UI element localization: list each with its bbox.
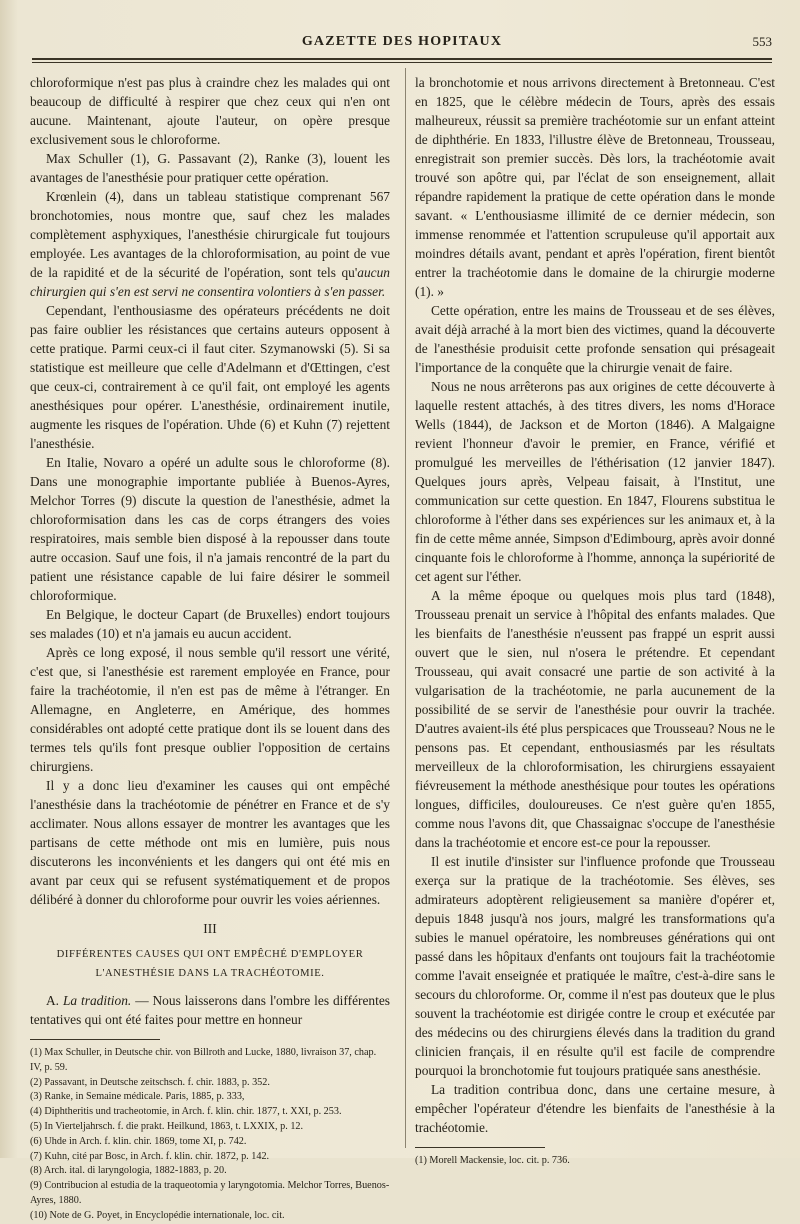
paragraph: Cependant, l'enthousiasme des opérateurs précédents ne doit pas faire oublier les résistances que certains auteurs opposent à cette pratique. Parmi ceux-ci il faut citer. Szymanowski (5). Si sa statistique est meilleure que celle d'Adelmann et d'Œttingen, c'est que ceux-ci, contrairement à ce qu'il fait, ont employé les agents anesthésiques pour opérer. L'anesthésie, ordinairement inutile, augmente les risques de l'opération. Uhde (6) et Kuhn (7) rejettent l'anesthésie. (30, 303, 390, 451)
footnote: (3) Ranke, in Semaine médicale. Paris, 1885, p. 333, (30, 1091, 245, 1103)
section-title: DIFFÉRENTES CAUSES QUI ONT EMPÊCHÉ D'EMPLOYER L'ANESTHÉSIE DANS LA TRACHÉOTOMIE. (56, 949, 364, 979)
binding-edge (2, 60, 12, 1100)
paragraph: chloroformique n'est pas plus à craindre chez les malades qui ont beaucoup de difficulté à respirer que chez ceux qui n'en ont aucune. Maintenant, ajoute l'auteur, on opère presque exclusivement sous le chloroforme. (30, 75, 390, 147)
footnote-rule (30, 1039, 160, 1040)
footnotes-right (415, 1154, 775, 1169)
left-column (30, 73, 390, 1221)
paragraph: La tradition contribua donc, dans une certaine mesure, à empêcher l'opérateur d'étendre les bienfaits de l'anesthésie à la trachéotomie. (415, 1082, 775, 1135)
paragraph-text: Krœnlein (4), dans un tableau statistique comprenant 567 bronchotomies, nous montre que, sauf chez les malades complètement asphyxiques, l'anesthésie chirurgicale fut toujours employée. Les avantages de la chloroformisation, au point de vue de la rapidité et de la sécurité de l'opération, sont tels qu' (30, 189, 390, 280)
section-number: III (203, 921, 217, 936)
footnote: (10) Note de G. Poyet, in Encyclopédie internationale, loc. cit. (30, 1209, 285, 1221)
subsection-paragraph (30, 991, 390, 1029)
footnotes-left (30, 1046, 390, 1224)
paragraph: la bronchotomie et nous arrivons directement à Bretonneau. C'est en 1825, que le célèbre médecin de Tours, après des essais malheureux, réussit sa première trachéotomie sur un enfant atteint de diphthérie. En 1833, l'illustre élève de Bretonneau, Trousseau, enregistrait son premier succès. Dès lors, la trachéotomie avait trouvé son apôtre qui, par l'éclat de son enseignement, allait répandre rapidement la pratique de cette opération dans le monde savant. « L'enthousiasme illimité de ce dernier médecin, son immense renommée et l'attention scrupuleuse qu'il apportait aux moindres détails avant, pendant et après l'opération, firent bientôt entrer la trachéotomie dans le domaine de la chirurgie moderne (1). » (415, 75, 775, 299)
right-column (415, 73, 775, 1166)
journal-title: GAZETTE DES HOPITAUX (301, 34, 503, 49)
subsection-label: A. (46, 993, 60, 1008)
footnote: (8) Arch. ital. di laryngologia, 1882-1883, p. 20. (30, 1165, 227, 1177)
paragraph: Il y a donc lieu d'examiner les causes qui ont empêché l'anesthésie dans la trachéotomie de pénétrer en France et de s'y acclimater. Nous allons essayer de montrer les avantages que les partisans de cette méthode ont mis en lumière, puis nous discuterons les inconvénients et les dangers qui ont été mis en avant par ceux qui se refusent systématiquement et de propos délibéré à donner du chloroforme pour ouvrir les voies aériennes. (30, 778, 390, 907)
footnote: (6) Uhde in Arch. f. klin. chir. 1869, tome XI, p. 742. (30, 1135, 247, 1147)
footnote: (7) Kuhn, cité par Bosc, in Arch. f. klin. chir. 1872, p. 142. (30, 1150, 270, 1162)
paragraph: Après ce long exposé, il nous semble qu'il ressort une vérité, c'est que, si l'anesthésie est rarement employée en France, pour faire la trachéotomie, il n'en est pas de même à l'étranger. En Allemagne, en Angleterre, en Amérique, des hommes considérables ont adopté cette pratique dont ils se louent dans des termes tels qu'ils font presque oublier l'opposition de certains chirurgiens. (30, 645, 390, 774)
footnote: (4) Diphtheritis und tracheotomie, in Arch. f. klin. chir. 1877, t. XXI, p. 253. (30, 1106, 342, 1118)
footnote: (2) Passavant, in Deutsche zeitschsch. f. chir. 1883, p. 352. (30, 1076, 270, 1088)
paragraph: Cette opération, entre les mains de Trousseau et de ses élèves, avait déjà arraché à la mort bien des victimes, quand la découverte de l'anesthésie produisit cette profonde sensation qui présageait l'importance de la conquête que la chirurgie venait de faire. (415, 303, 775, 375)
italic-quote: aucun chirurgien qui s'en est servi ne consentira volontiers à s'en passer. (30, 265, 390, 299)
running-header (32, 32, 772, 56)
footnote-rule (415, 1147, 545, 1148)
paragraph: Max Schuller (1), G. Passavant (2), Ranke (3), louent les avantages de l'anesthésie pour pratiquer cette opération. (30, 151, 390, 185)
column-divider (405, 68, 406, 1148)
subsection-text: — Nous laisserons dans l'ombre les différentes tentatives qui ont été faites pour mettre en honneur (30, 993, 390, 1027)
paragraph: En Belgique, le docteur Capart (de Bruxelles) endort toujours ses malades (10) et n'a jamais eu aucun accident. (30, 607, 390, 641)
paragraph (30, 187, 390, 301)
paragraph: En Italie, Novaro a opéré un adulte sous le chloroforme (8). Dans une monographie importante publiée à Buenos-Ayres, Melchor Torres (9) discute la question de l'anesthésie, admet la chloroformisation dans les cas de corps étrangers des voies respiratoires, mais semble bien disposé à la repousser dans toute autre occasion. Sauf une fois, il n'a jamais rencontré de la part du patient une résistance capable de lui faire désirer le sommeil chloroformique. (30, 455, 390, 603)
subsection-title: La tradition. (62, 993, 132, 1008)
paragraph: Il est inutile d'insister sur l'influence profonde que Trousseau exerça sur la pratique de la trachéotomie. Ses élèves, ses admirateurs adoptèrent religieusement sa manière d'opérer et, depuis 1848 jusqu'à nos jours, malgré les transformations qu'a subies le manuel opératoire, les nombreuses générations qui ont passé dans les hôpitaux d'enfants ont toujours fait la trachéotomie comme l'avait enseignée et pratiquée le maître, c'est-à-dire sans le secours du chloroforme. Or, comme il n'est pas douteux que le plus souvent la trachéotomie est dirigée contre le croup et exécutée par des médecins ou des chirurgiens élevés dans la tradition du grand clinicien français, il en résulte qu'il est facile de comprendre pourquoi la bronchotomie fut toujours pratiquée sans anesthésie. (415, 854, 775, 1078)
footnote: (1) Morell Mackensie, loc. cit. p. 736. (415, 1155, 570, 1166)
paragraph: A la même époque ou quelques mois plus tard (1848), Trousseau prenait un service à l'hôpital des enfants malades. Que les bienfaits de l'anesthésie n'eussent pas frappé un esprit aussi ouvert que le sien, nul n'osera le prétendre. Et cependant Trousseau, qui avait consacré une partie de son activité à la vulgarisation de la trachéotomie, ne parla aucunement de la possibilité de se servir de l'anesthésie pour ouvrir la trachée. D'autres avaient-ils été plus perspicaces que Trousseau? Nous ne le pensons pas. Et cependant, enthousiasmés par les résultats merveilleux de la chloroformisation, les chirurgiens essayaient fiévreusement la méthode anesthésique pour toutes les opérations longues, difficiles, douloureuses. Ce n'est guère qu'en 1855, comme nous l'avons dit, que Chassaignac s'occupe de l'anesthésie dans la trachéotomie et encore est-ce pour la repousser. (415, 588, 775, 850)
page-number: 553 (752, 34, 772, 49)
header-rule-thin (32, 62, 772, 63)
paragraph: Nous ne nous arrêterons pas aux origines de cette découverte à laquelle restent attachés, à des titres divers, les noms d'Horace Wells (1844), de Jackson et de Morton (1846). A Malgaigne revient l'honneur d'avoir le premier, en France, vérifié et promulgué les merveilles de l'éthérisation (12 janvier 1847). Quelques jours après, Velpeau faisait, à l'Institut, une communication sur cette question. En 1847, Flourens substitua le chloroforme à l'éther dans ses expériences sur les animaux et, à la fin de cette même année, Simpson d'Edimbourg, après avoir donné cinquante fois le chloroforme à l'homme, annonça la supériorité de cet agent sur l'éther. (415, 379, 775, 584)
footnote: (5) In Vierteljahrsch. f. die prakt. Heilkund, 1863, t. LXXIX, p. 12. (30, 1120, 304, 1132)
header-rule (32, 58, 772, 60)
footnote: (9) Contribucion al estudia de la traqueotomia y laryngotomia. Melchor Torres, Buenos-Ayres, 1880. (30, 1180, 390, 1206)
footnote: (1) Max Schuller, in Deutsche chir. von Billroth and Lucke, 1880, livraison 37, chap. IV, p. 59. (30, 1047, 377, 1073)
